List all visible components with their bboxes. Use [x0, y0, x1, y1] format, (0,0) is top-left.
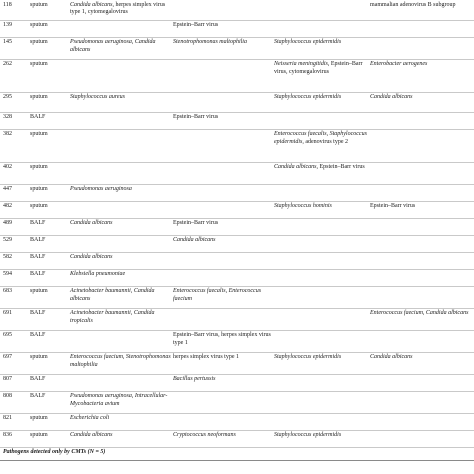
table-cell-c6: Candida albicans	[369, 352, 474, 374]
table-cell-c6	[369, 112, 474, 129]
table-cell-c5	[273, 0, 369, 20]
table-cell-c4	[172, 184, 273, 201]
table-cell-c4	[172, 413, 273, 430]
table-cell-c4	[172, 308, 273, 330]
table-cell-sample: sputum	[29, 59, 69, 92]
table-cell-c6	[369, 184, 474, 201]
table-cell-c3	[69, 374, 172, 391]
table-cell-sample: sputum	[29, 92, 69, 112]
table-cell-c3	[69, 201, 172, 218]
table-cell-c4	[172, 162, 273, 184]
table-cell-c3	[69, 129, 172, 162]
table-cell-c3: Candida albicans, herpes simplex virus type 1, cytomegalovirus	[69, 0, 172, 20]
table-row	[0, 252, 474, 269]
table-cell-c3	[69, 112, 172, 129]
table-cell-sample: sputum	[29, 162, 69, 184]
table-row	[0, 235, 474, 252]
table-cell-c3	[69, 162, 172, 184]
table-cell-sample: BALF	[29, 391, 69, 413]
table-cell-c5	[273, 218, 369, 235]
table-cell-id: 402	[0, 162, 29, 184]
table-cell-c4: Enterococcus faecalis, Enterococcus faecium	[172, 286, 273, 308]
table-row	[0, 430, 474, 447]
table-row	[0, 20, 474, 37]
table-cell-id: 691	[0, 308, 29, 330]
table-cell-c3	[69, 59, 172, 92]
table-cell-c3: Enterococcus faecium, Stenotrophomonas maltophilia	[69, 352, 172, 374]
table-cell-sample: BALF	[29, 269, 69, 286]
table-cell-c5	[273, 374, 369, 391]
table-cell-c4: Epstein–Barr virus	[172, 112, 273, 129]
table-cell-c6	[369, 129, 474, 162]
table-row	[0, 391, 474, 413]
table-row	[0, 374, 474, 391]
table-cell-c6	[369, 430, 474, 447]
table-cell-c3: Candida albicans	[69, 252, 172, 269]
table-cell-c6	[369, 374, 474, 391]
table-cell-id: 145	[0, 37, 29, 59]
table-cell-c5: Staphylococcus epidermidis	[273, 37, 369, 59]
table-cell-c3: Pseudomonas aeruginosa, Intracellular-Mycobacteria avium	[69, 391, 172, 413]
table-row	[0, 184, 474, 201]
table-cell-sample: sputum	[29, 413, 69, 430]
table-row	[0, 201, 474, 218]
table-cell-sample: sputum	[29, 0, 69, 20]
table-cell-c4	[172, 269, 273, 286]
table-cell-c4: Candida albicans	[172, 235, 273, 252]
table-cell-c3: Pseudomonas aeruginosa	[69, 184, 172, 201]
table-row	[0, 269, 474, 286]
table-cell-c3: Candida albicans	[69, 430, 172, 447]
table-row	[0, 59, 474, 92]
table-cell-c5: Enterococcus faecalis, Staphylococcus epidermidis, adenovirus type 2	[273, 129, 369, 162]
table-cell-id: 262	[0, 59, 29, 92]
table-cell-id: 482	[0, 201, 29, 218]
table-cell-sample: BALF	[29, 330, 69, 352]
table-cell-c3: Klebsiella pneumoniae	[69, 269, 172, 286]
table-cell-id: 808	[0, 391, 29, 413]
table-cell-id: 328	[0, 112, 29, 129]
table-cell-sample: BALF	[29, 112, 69, 129]
table-cell-id: 836	[0, 430, 29, 447]
table-row	[0, 112, 474, 129]
table-cell-sample: BALF	[29, 374, 69, 391]
table-row	[0, 92, 474, 112]
table-cell-c4: Epstein–Barr virus, herpes simplex virus type 1	[172, 330, 273, 352]
table-cell-c4: herpes simplex virus type 1	[172, 352, 273, 374]
table-cell-c5	[273, 252, 369, 269]
table-row	[0, 286, 474, 308]
table-cell-sample: sputum	[29, 37, 69, 59]
table-row	[0, 352, 474, 374]
table-cell-id: 489	[0, 218, 29, 235]
table-cell-c3: Acinetobacter baumannii, Candida tropicalis	[69, 308, 172, 330]
table-cell-c4: Cryptococcus neoformans	[172, 430, 273, 447]
table-cell-c3: Candida albicans	[69, 218, 172, 235]
table-cell-sample: BALF	[29, 235, 69, 252]
table-cell-id: 594	[0, 269, 29, 286]
table-cell-c3: Staphylococcus aureus	[69, 92, 172, 112]
table-section-header	[0, 447, 474, 460]
table-row	[0, 308, 474, 330]
table-cell-c6	[369, 162, 474, 184]
table-cell-c6	[369, 252, 474, 269]
table-cell-c5	[273, 20, 369, 37]
table-row	[0, 37, 474, 59]
table-cell-sample: sputum	[29, 352, 69, 374]
table-cell-c5: Staphylococcus epidermidis	[273, 352, 369, 374]
table-cell-c5: Staphylococcus hominis	[273, 201, 369, 218]
table-cell-c4	[172, 59, 273, 92]
table-row	[0, 413, 474, 430]
table-cell-id: 295	[0, 92, 29, 112]
table-cell-c6	[369, 330, 474, 352]
table-cell-c6	[369, 413, 474, 430]
table-cell-c5	[273, 330, 369, 352]
table-cell-c6	[369, 269, 474, 286]
table-cell-sample: BALF	[29, 308, 69, 330]
table-row	[0, 129, 474, 162]
table-cell-c5	[273, 184, 369, 201]
table-cell-c3	[69, 235, 172, 252]
table-cell-c5: Candida albicans, Epstein–Barr virus	[273, 162, 369, 184]
table-row	[0, 330, 474, 352]
table-cell-id: 697	[0, 352, 29, 374]
table-cell-c3: Escherichia coli	[69, 413, 172, 430]
table-cell-sample: sputum	[29, 430, 69, 447]
table-cell-sample: BALF	[29, 218, 69, 235]
table-cell-c3	[69, 330, 172, 352]
table-cell-c6	[369, 37, 474, 59]
table-cell-c4	[172, 129, 273, 162]
table-cell-id: 582	[0, 252, 29, 269]
section-heading: Pathogens detected only by CMTs (N = 5)	[0, 447, 474, 460]
table-cell-c3: Acinetobacter baumannii, Candida albicans	[69, 286, 172, 308]
table-cell-c5	[273, 286, 369, 308]
table-cell-c4: Epstein–Barr virus	[172, 218, 273, 235]
table-cell-sample: sputum	[29, 20, 69, 37]
table-cell-c6: Enterobacter aerogenes	[369, 59, 474, 92]
table-cell-c4	[172, 201, 273, 218]
table-cell-c5: Staphylococcus epidermidis	[273, 92, 369, 112]
table-cell-c4	[172, 92, 273, 112]
table-row	[0, 218, 474, 235]
table-cell-c5	[273, 308, 369, 330]
table-cell-id: 821	[0, 413, 29, 430]
table-cell-c5: Neisseria meningitidis, Epstein–Barr virus, cytomegalovirus	[273, 59, 369, 92]
table-cell-sample: sputum	[29, 286, 69, 308]
table-cell-id: 139	[0, 20, 29, 37]
table-cell-sample: sputum	[29, 201, 69, 218]
table-cell-c4: Epstein–Barr virus	[172, 20, 273, 37]
table-cell-id: 382	[0, 129, 29, 162]
table-cell-c4	[172, 252, 273, 269]
table-cell-c3: Pseudomonas aeruginosa, Candida albicans	[69, 37, 172, 59]
table-row	[0, 0, 474, 20]
table-cell-c6	[369, 235, 474, 252]
table-cell-id: 695	[0, 330, 29, 352]
table-cell-c5	[273, 269, 369, 286]
table-cell-c6: Enterococcus faecium, Candida albicans	[369, 308, 474, 330]
table-cell-c5: Staphylococcus epidermidis	[273, 430, 369, 447]
table-cell-c4: Bacillus pertussis	[172, 374, 273, 391]
table-cell-c4	[172, 0, 273, 20]
table-cell-c6: Epstein–Barr virus	[369, 201, 474, 218]
table-cell-sample: sputum	[29, 129, 69, 162]
table-cell-c6	[369, 391, 474, 413]
table-cell-c6	[369, 218, 474, 235]
table-cell-c3	[69, 20, 172, 37]
table-cell-c6	[369, 286, 474, 308]
table-cell-c5	[273, 391, 369, 413]
table-cell-c5	[273, 112, 369, 129]
table-cell-id: 807	[0, 374, 29, 391]
table-cell-id: 529	[0, 235, 29, 252]
table-cell-id: 683	[0, 286, 29, 308]
table-cell-c4	[172, 391, 273, 413]
table-cell-c6: Candida albicans	[369, 92, 474, 112]
table-cell-sample: sputum	[29, 184, 69, 201]
table-cell-sample: BALF	[29, 252, 69, 269]
table-cell-c6: mammalian adenovirus B subgroup	[369, 0, 474, 20]
table-cell-c6	[369, 20, 474, 37]
table-row	[0, 162, 474, 184]
table-cell-id: 118	[0, 0, 29, 20]
table-cell-c5	[273, 413, 369, 430]
table-cell-id: 447	[0, 184, 29, 201]
table-cell-c5	[273, 235, 369, 252]
table-cell-c4: Stenotrophomonas maltophilia	[172, 37, 273, 59]
